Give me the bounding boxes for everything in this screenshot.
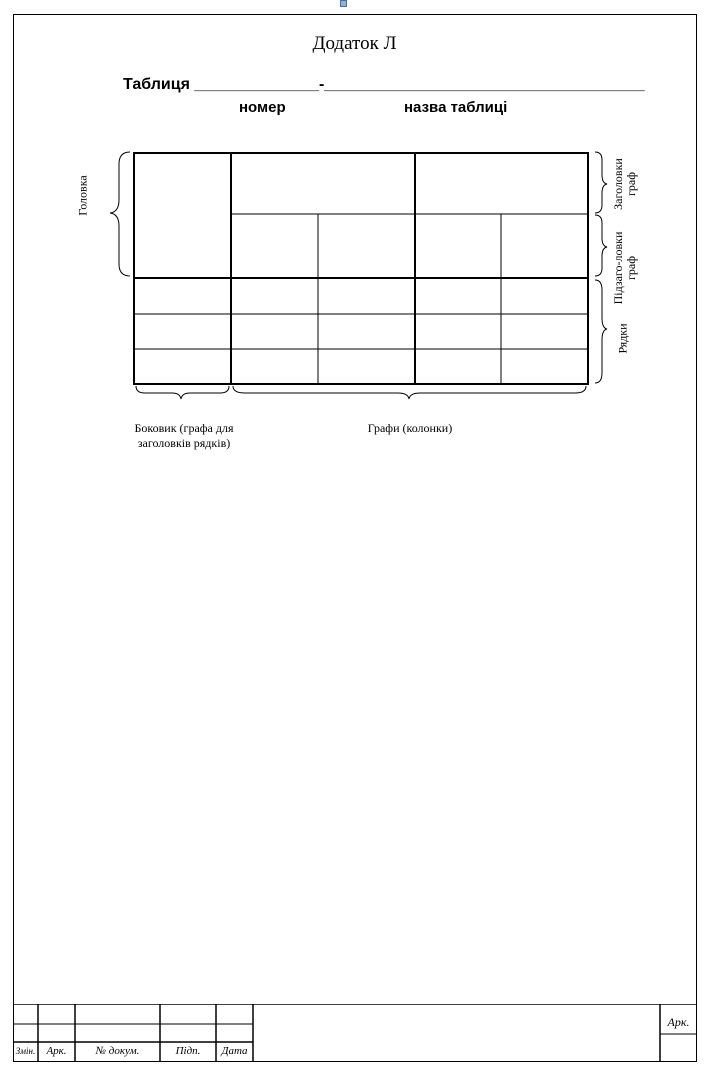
column-headers-brace [595,152,607,213]
stamp-sheet-label: Арк. [667,1015,690,1029]
columns-label: Графи (колонки) [367,421,453,435]
rows-brace [595,280,607,383]
stamp-label-changes: Змін. [15,1046,36,1056]
stamp-label-document-number: № докум. [95,1045,140,1057]
page-title: Додаток Л [312,33,397,54]
table-name-label: назва таблиці [404,99,508,116]
caption-prefix: Таблиця [123,76,190,93]
number-label: номер [239,99,286,116]
rows-label: Рядки [615,323,630,354]
caption-blanks: ______________-____________________________________ [194,76,645,93]
column-headers-label: Заголовки граф [611,158,638,210]
stamp-label-date: Дата [221,1045,248,1057]
column-subheaders-label: Підзаго-ловки граф [611,231,638,305]
stamp-label-signature: Підп. [175,1045,201,1057]
head-label: Головка [75,175,90,216]
subheaders-brace [595,215,607,276]
head-brace [110,152,130,276]
stamp-label-sheet: Арк. [46,1045,67,1057]
stub-brace [136,386,229,399]
columns-brace [233,386,586,399]
stub-label: Боковик (графа для заголовків рядків) [134,421,234,450]
